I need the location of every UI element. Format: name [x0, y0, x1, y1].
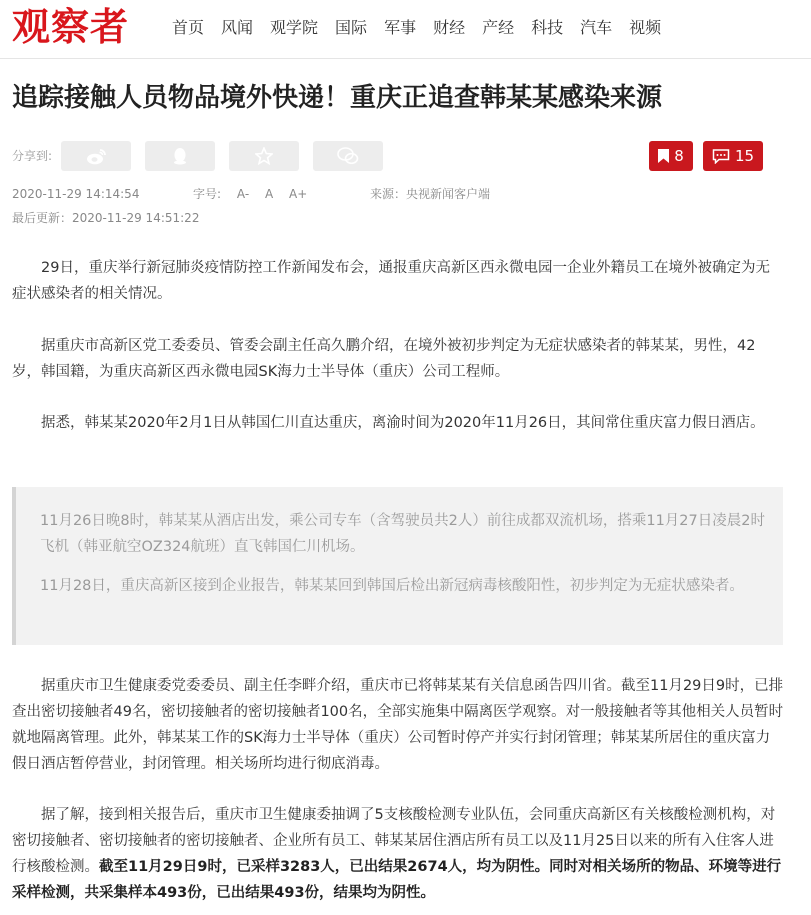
share-wechat-button[interactable] [313, 141, 383, 171]
font-size-normal[interactable]: A [264, 187, 274, 201]
quote-paragraph-1: 11月26日晚8时，韩某某从酒店出发，乘公司专车（含驾驶员共2人）前往成都双流机场，搭乘11月27日凌晨2时飞机（韩亚航空OZ324航班）直飞韩国仁川机场。 [40, 513, 765, 555]
nav-item-guanxueyuan[interactable]: 观学院 [270, 18, 319, 37]
site-header [0, 0, 811, 58]
article-paragraph-2: 据重庆市高新区党工委委员、管委会副主任高久鹏介绍，在境外被初步判定为无症状感染者的韩某某，男性，42岁，韩国籍，为重庆高新区西永微电园SK海力士半导体（重庆）公司工程师。 [12, 338, 756, 380]
star-icon [255, 147, 273, 165]
nav-item-home[interactable]: 首页 [172, 18, 205, 37]
nav-item-video[interactable]: 视频 [629, 18, 662, 37]
nav-item-fengwen[interactable]: 风闻 [221, 18, 254, 37]
share-label: 分享到: [12, 149, 53, 163]
font-size-control [193, 185, 319, 203]
nav-item-tech[interactable]: 科技 [531, 18, 564, 37]
nav-item-military[interactable]: 军事 [384, 18, 417, 37]
article-source: 来源：央视新闻客户端 [370, 187, 491, 201]
weibo-icon [86, 148, 106, 165]
publish-time: 2020-11-29 14:14:54 [12, 187, 140, 201]
share-qq-button[interactable] [145, 141, 215, 171]
paragraph-5-bold-text: 截至11月29日9时，已采样3283人，已出结果2674人，均为阴性。同时对相关场所的物品、环境等进行采样检测，共采集样本493份，已出结果493份，结果均为阴性。 [12, 859, 782, 901]
last-updated: 最后更新：2020-11-29 14:51:22 [12, 211, 200, 225]
comment-icon [712, 149, 730, 164]
article-paragraph-1: 29日，重庆举行新冠肺炎疫情防控工作新闻发布会，通报重庆高新区西永微电园一企业外籍员工在境外被确定为无症状感染者的相关情况。 [12, 260, 770, 302]
article-quote-block [12, 487, 783, 645]
nav-item-auto[interactable]: 汽车 [580, 18, 613, 37]
comment-count-button[interactable] [703, 141, 763, 171]
bookmark-count-button[interactable] [649, 141, 693, 171]
font-size-decrease[interactable]: A- [236, 187, 250, 201]
nav-item-international[interactable]: 国际 [335, 18, 368, 37]
quote-paragraph-2: 11月28日，重庆高新区接到企业报告，韩某某回到韩国后检出新冠病毒核酸阳性，初步判定为无症状感染者。 [40, 578, 744, 594]
share-favorite-button[interactable] [229, 141, 299, 171]
article-paragraph-3: 据悉，韩某某2020年2月1日从韩国仁川直达重庆，离渝时间为2020年11月26日，其间常住重庆富力假日酒店。 [41, 415, 765, 431]
paragraph-5-text: 据了解，接到相关报告后，重庆市卫生健康委抽调了5支核酸检测专业队伍，会同重庆高新区有关核酸检测机构，对密切接触者、密切接触者的密切接触者、企业所有员工、韩某某居住酒店所有员工以及11月25日以来的所有入住客人进行核酸检测。 [12, 807, 776, 875]
header-divider [0, 58, 811, 59]
font-size-increase[interactable]: A+ [289, 187, 308, 201]
article-paragraph-4: 据重庆市卫生健康委党委委员、副主任李畔介绍，重庆市已将韩某某有关信息函告四川省。截至11月29日9时，已排查出密切接触者49名，密切接触者的密切接触者100名，全部实施集中隔离医学观察。对一般接触者等其他相关人员暂时就地隔离管理。此外，韩某某工作的SK海力士半导体（重庆）公司暂时停产并实行封闭管理；韩某某所居住的重庆富力假日酒店暂停营业，封闭管理。相关场所均进行彻底消毒。 [12, 678, 784, 772]
bookmark-count: 8 [674, 147, 684, 165]
bookmark-icon [658, 149, 669, 163]
nav-item-finance[interactable]: 财经 [433, 18, 466, 37]
font-size-label: 字号: [193, 187, 222, 201]
article-paragraph-5 [12, 802, 784, 906]
site-logo[interactable]: 观察者 [12, 4, 130, 49]
wechat-icon [337, 147, 359, 165]
nav-item-industry[interactable]: 产经 [482, 18, 515, 37]
article-title: 追踪接触人员物品境外快递！重庆正追查韩某某感染来源 [12, 83, 663, 113]
share-weibo-button[interactable] [61, 141, 131, 171]
main-nav [172, 14, 678, 42]
qq-icon [172, 147, 188, 165]
comment-count: 15 [734, 147, 755, 165]
